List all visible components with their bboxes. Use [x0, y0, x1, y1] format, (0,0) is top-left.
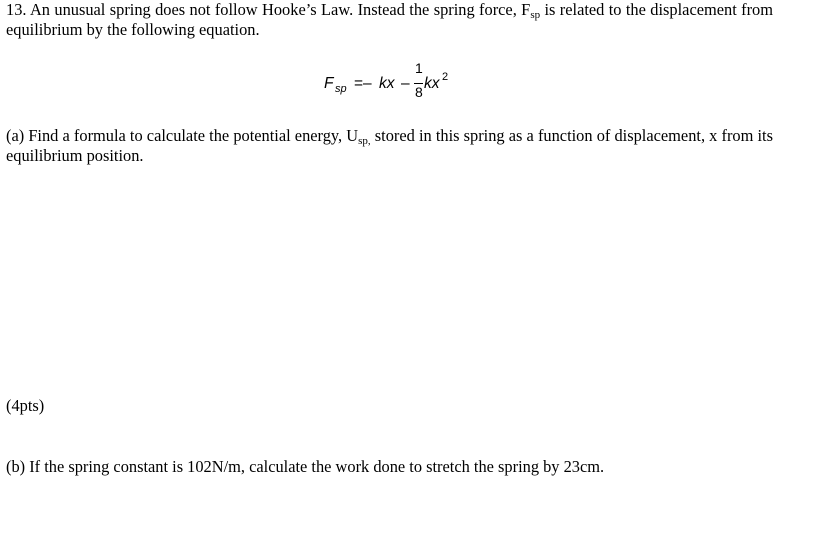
part-a-text: (a) Find a formula to calculate the potential energy, U: [6, 126, 359, 145]
part-a-points: (4pts): [6, 396, 45, 415]
equation-exponent: 2: [442, 71, 449, 83]
equation-denominator: 8: [415, 84, 423, 100]
part-a-subscript: sp,: [358, 135, 371, 147]
part-a: [6, 126, 773, 166]
equation-minus: –: [401, 75, 410, 92]
intro-subscript: sp: [530, 9, 541, 21]
part-b: (b) If the spring constant is 102N/m, calculate the work done to stretch the spring by 23cm.: [6, 457, 605, 476]
equation-equals: =–: [354, 75, 372, 92]
equation-numerator: 1: [415, 60, 423, 76]
equation-kx: kx: [379, 75, 395, 92]
equation-force-symbol: F: [324, 75, 334, 92]
intro-text-continued: is related to the displacement from equilibrium by the following equation.: [6, 0, 774, 39]
intro-text: 13. An unusual spring does not follow Hooke’s Law. Instead the spring force, F: [6, 0, 531, 19]
equation-kx-squared: kx: [424, 75, 440, 92]
equation-force-subscript: sp: [335, 83, 347, 95]
question-intro: [6, 0, 773, 40]
spring-force-equation: [324, 60, 484, 106]
part-a-text-continued: stored in this spring as a function of displacement, x from its equilibrium position.: [6, 126, 773, 165]
